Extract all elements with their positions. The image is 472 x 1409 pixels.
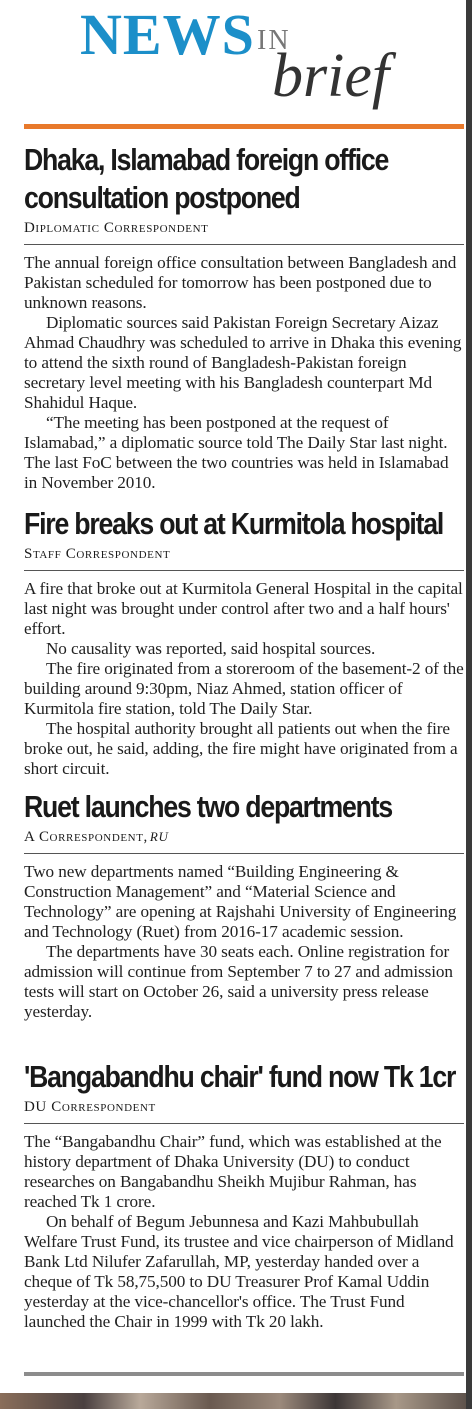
article-ruet-departments (24, 788, 464, 1022)
right-edge-rule (466, 0, 472, 1409)
article-paragraph: No causality was reported, said hospital sources. (46, 639, 376, 658)
article-paragraph: A fire that broke out at Kurmitola General Hospital in the capital last night was brought under control after two and a half hours' effort. (24, 579, 463, 638)
article-paragraph: “The meeting has been postponed at the request of Islamabad,” a diplomatic source told The Daily Star last night. The last FoC between the two countries was held in Islamabad in November 2010. (24, 413, 449, 492)
article-bangabandhu-chair (24, 1058, 464, 1332)
article-body (24, 579, 464, 779)
section-masthead (0, 0, 466, 124)
article-divider (24, 1123, 464, 1124)
article-paragraph: The “Bangabandhu Chair” fund, which was established at the history department of Dhaka University (DU) to conduct researches on Bangabandhu Sheikh Mujibur Rahman, has reached Tk 1 crore. (24, 1132, 442, 1211)
article-divider (24, 570, 464, 571)
article-headline: Dhaka, Islamabad foreign office consultation postponed (24, 142, 389, 215)
article-byline: Staff Correspondent (24, 546, 171, 562)
article-paragraph: The annual foreign office consultation between Bangladesh and Pakistan scheduled for tomorrow has been postponed due to unknown reasons. (24, 253, 457, 312)
masthead-news: NEWS (80, 2, 255, 67)
article-byline: DU Correspondent (24, 1099, 156, 1115)
article-paragraph: The fire originated from a storeroom of the basement-2 of the building around 9:30pm, Niaz Ahmed, station officer of Kurmitola fire station, told The Daily Star. (24, 659, 464, 718)
article-paragraph: The departments have 30 seats each. Online registration for admission will continue from September 7 to 27 and admission tests will start on October 26, said a university press release yesterday. (24, 942, 453, 1021)
article-byline: A Correspondent, RU (24, 829, 169, 845)
article-paragraph: The hospital authority brought all patients out when the fire broke out, he said, adding, the fire might have originated from a short circuit. (24, 719, 458, 778)
article-paragraph: On behalf of Begum Jebunnesa and Kazi Mahbubullah Welfare Trust Fund, its trustee and vice chairperson of Midland Bank Ltd Nilufer Zafarullah, MP, yesterday handed over a cheque of Tk 58,75,500 to DU Treasurer Prof Kamal Uddin yesterday at the vice-chancellor's office. The Trust Fund launched the Chair in 1999 with Tk 20 lakh. (24, 1212, 454, 1331)
section-bottom-rule (24, 1372, 464, 1376)
byline-region: RU (149, 829, 169, 844)
masthead-brief: brief (272, 42, 390, 110)
article-body (24, 862, 464, 1022)
article-divider (24, 853, 464, 854)
article-byline: Diplomatic Correspondent (24, 220, 209, 236)
article-foreign-office (24, 141, 464, 493)
article-kurmitola-fire (24, 505, 464, 779)
article-body (24, 253, 464, 493)
article-headline: Fire breaks out at Kurmitola hospital (24, 506, 444, 541)
article-divider (24, 244, 464, 245)
masthead-in: IN (257, 25, 291, 56)
masthead-rule (24, 124, 464, 129)
adjacent-photo-strip (0, 1393, 466, 1409)
article-headline: Ruet launches two departments (24, 789, 393, 824)
article-body (24, 1132, 464, 1332)
article-headline: 'Bangabandhu chair' fund now Tk 1cr (24, 1059, 456, 1094)
article-paragraph: Diplomatic sources said Pakistan Foreign Secretary Aizaz Ahmad Chaudhry was scheduled to arrive in Dhaka this evening to attend the sixth round of Bangladesh-Pakistan foreign secretary level meeting with his Bangladesh counterpart Md Shahidul Haque. (24, 313, 462, 412)
article-paragraph: Two new departments named “Building Engineering & Construction Management” and “Material Science and Technology” are opening at Rajshahi University of Engineering and Technology (Ruet) from 2016-17 academic session. (24, 862, 457, 941)
